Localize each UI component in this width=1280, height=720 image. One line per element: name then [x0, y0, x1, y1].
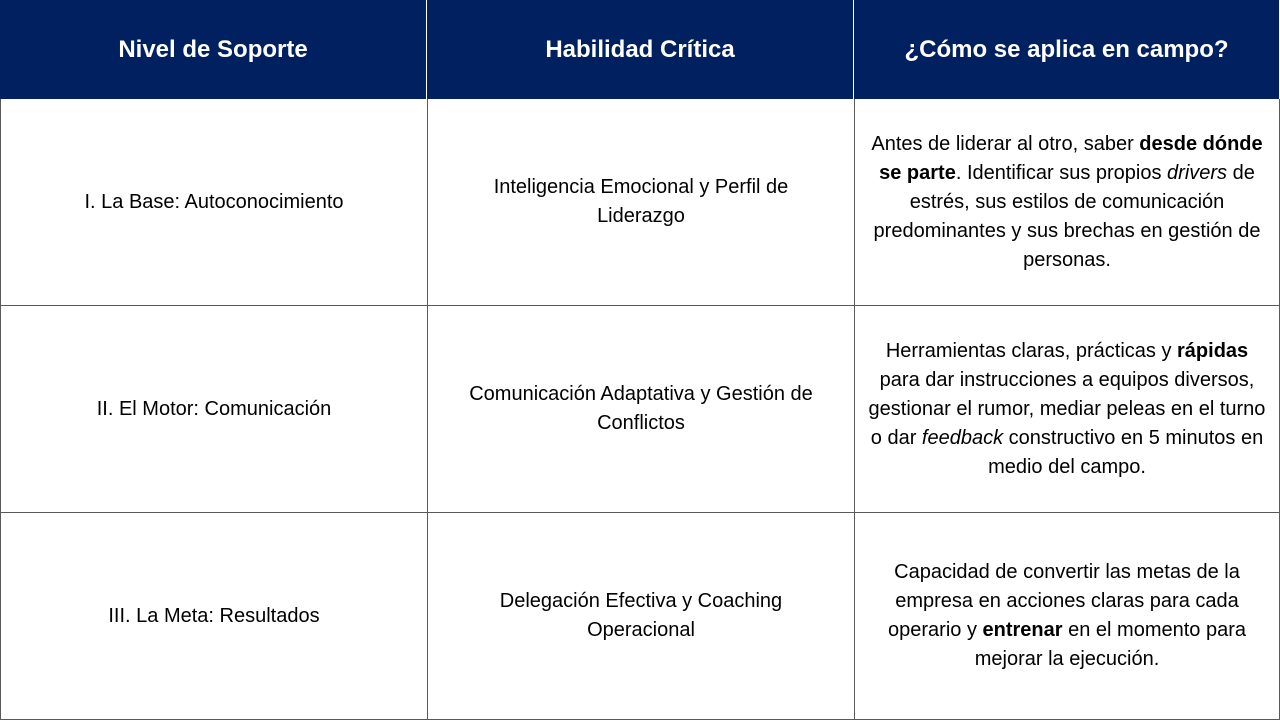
row-1-level-text: I. La Base: Autoconocimiento: [84, 190, 344, 213]
row-2-desc-bold: rápidas: [1177, 339, 1249, 362]
row-1-level: [0, 99, 427, 306]
row-1-description: [854, 99, 1280, 306]
row-3-skill: [427, 513, 854, 720]
header-como-se-aplica: ¿Cómo se aplica en campo?: [854, 0, 1280, 99]
row-1-desc-part-2: . Identificar sus propios: [955, 161, 1168, 184]
row-3-level-text: III. La Meta: Resultados: [108, 604, 320, 627]
row-2-desc-italic: feedback: [921, 426, 1004, 449]
row-2-description: [854, 306, 1280, 513]
header-nivel-de-soporte: Nivel de Soporte: [0, 0, 427, 99]
row-1-skill: [427, 99, 854, 306]
row-2-level: [0, 306, 427, 513]
row-3-skill-line-1: Delegación Efectiva y Coaching: [499, 590, 783, 612]
row-2-desc-part-3: constructivo en 5 minutos en medio del campo.: [988, 426, 1264, 478]
row-1-description-text: [867, 130, 1267, 275]
row-3-skill-text: [500, 587, 782, 645]
row-3-description-text: [867, 558, 1267, 674]
row-2-skill-line-1: Comunicación Adaptativa y Gestión de: [469, 383, 813, 405]
row-3-description: [854, 513, 1280, 720]
row-3-skill-line-2: Operacional: [587, 619, 695, 641]
row-1-skill-line-1: Inteligencia Emocional y Perfil de: [493, 176, 789, 198]
row-1-skill-line-2: Liderazgo: [597, 205, 685, 227]
row-2-skill-line-2: Conflictos: [597, 412, 685, 434]
row-3-desc-part-2: en el momento para mejorar la ejecución.: [974, 619, 1246, 670]
row-2-skill: [427, 306, 854, 513]
row-1-desc-italic: drivers: [1167, 161, 1228, 184]
row-1-desc-bold: desde dónde se parte: [879, 132, 1263, 184]
row-3-level: [0, 513, 427, 720]
row-2-desc-part-1: Herramientas claras, prácticas y: [885, 339, 1178, 362]
row-2-desc-part-2: para dar instrucciones a equipos diversos, gestionar el rumor, mediar peleas en el turno o dar: [868, 368, 1266, 449]
row-1-desc-part-3: de estrés, sus estilos de comunicación predominantes y sus brechas en gestión de personas.: [873, 161, 1261, 271]
row-2-skill-text: [469, 380, 813, 438]
header-habilidad-critica: Habilidad Crítica: [427, 0, 854, 99]
row-1-skill-text: [494, 173, 789, 231]
row-2-description-text: [867, 337, 1267, 482]
row-3-desc-bold: entrenar: [982, 619, 1063, 641]
row-3-desc-part-1: Capacidad de convertir las metas de la empresa en acciones claras para cada operario y: [888, 561, 1240, 641]
row-1-desc-part-1: Antes de liderar al otro, saber: [871, 132, 1140, 155]
row-2-level-text: II. El Motor: Comunicación: [96, 397, 332, 420]
